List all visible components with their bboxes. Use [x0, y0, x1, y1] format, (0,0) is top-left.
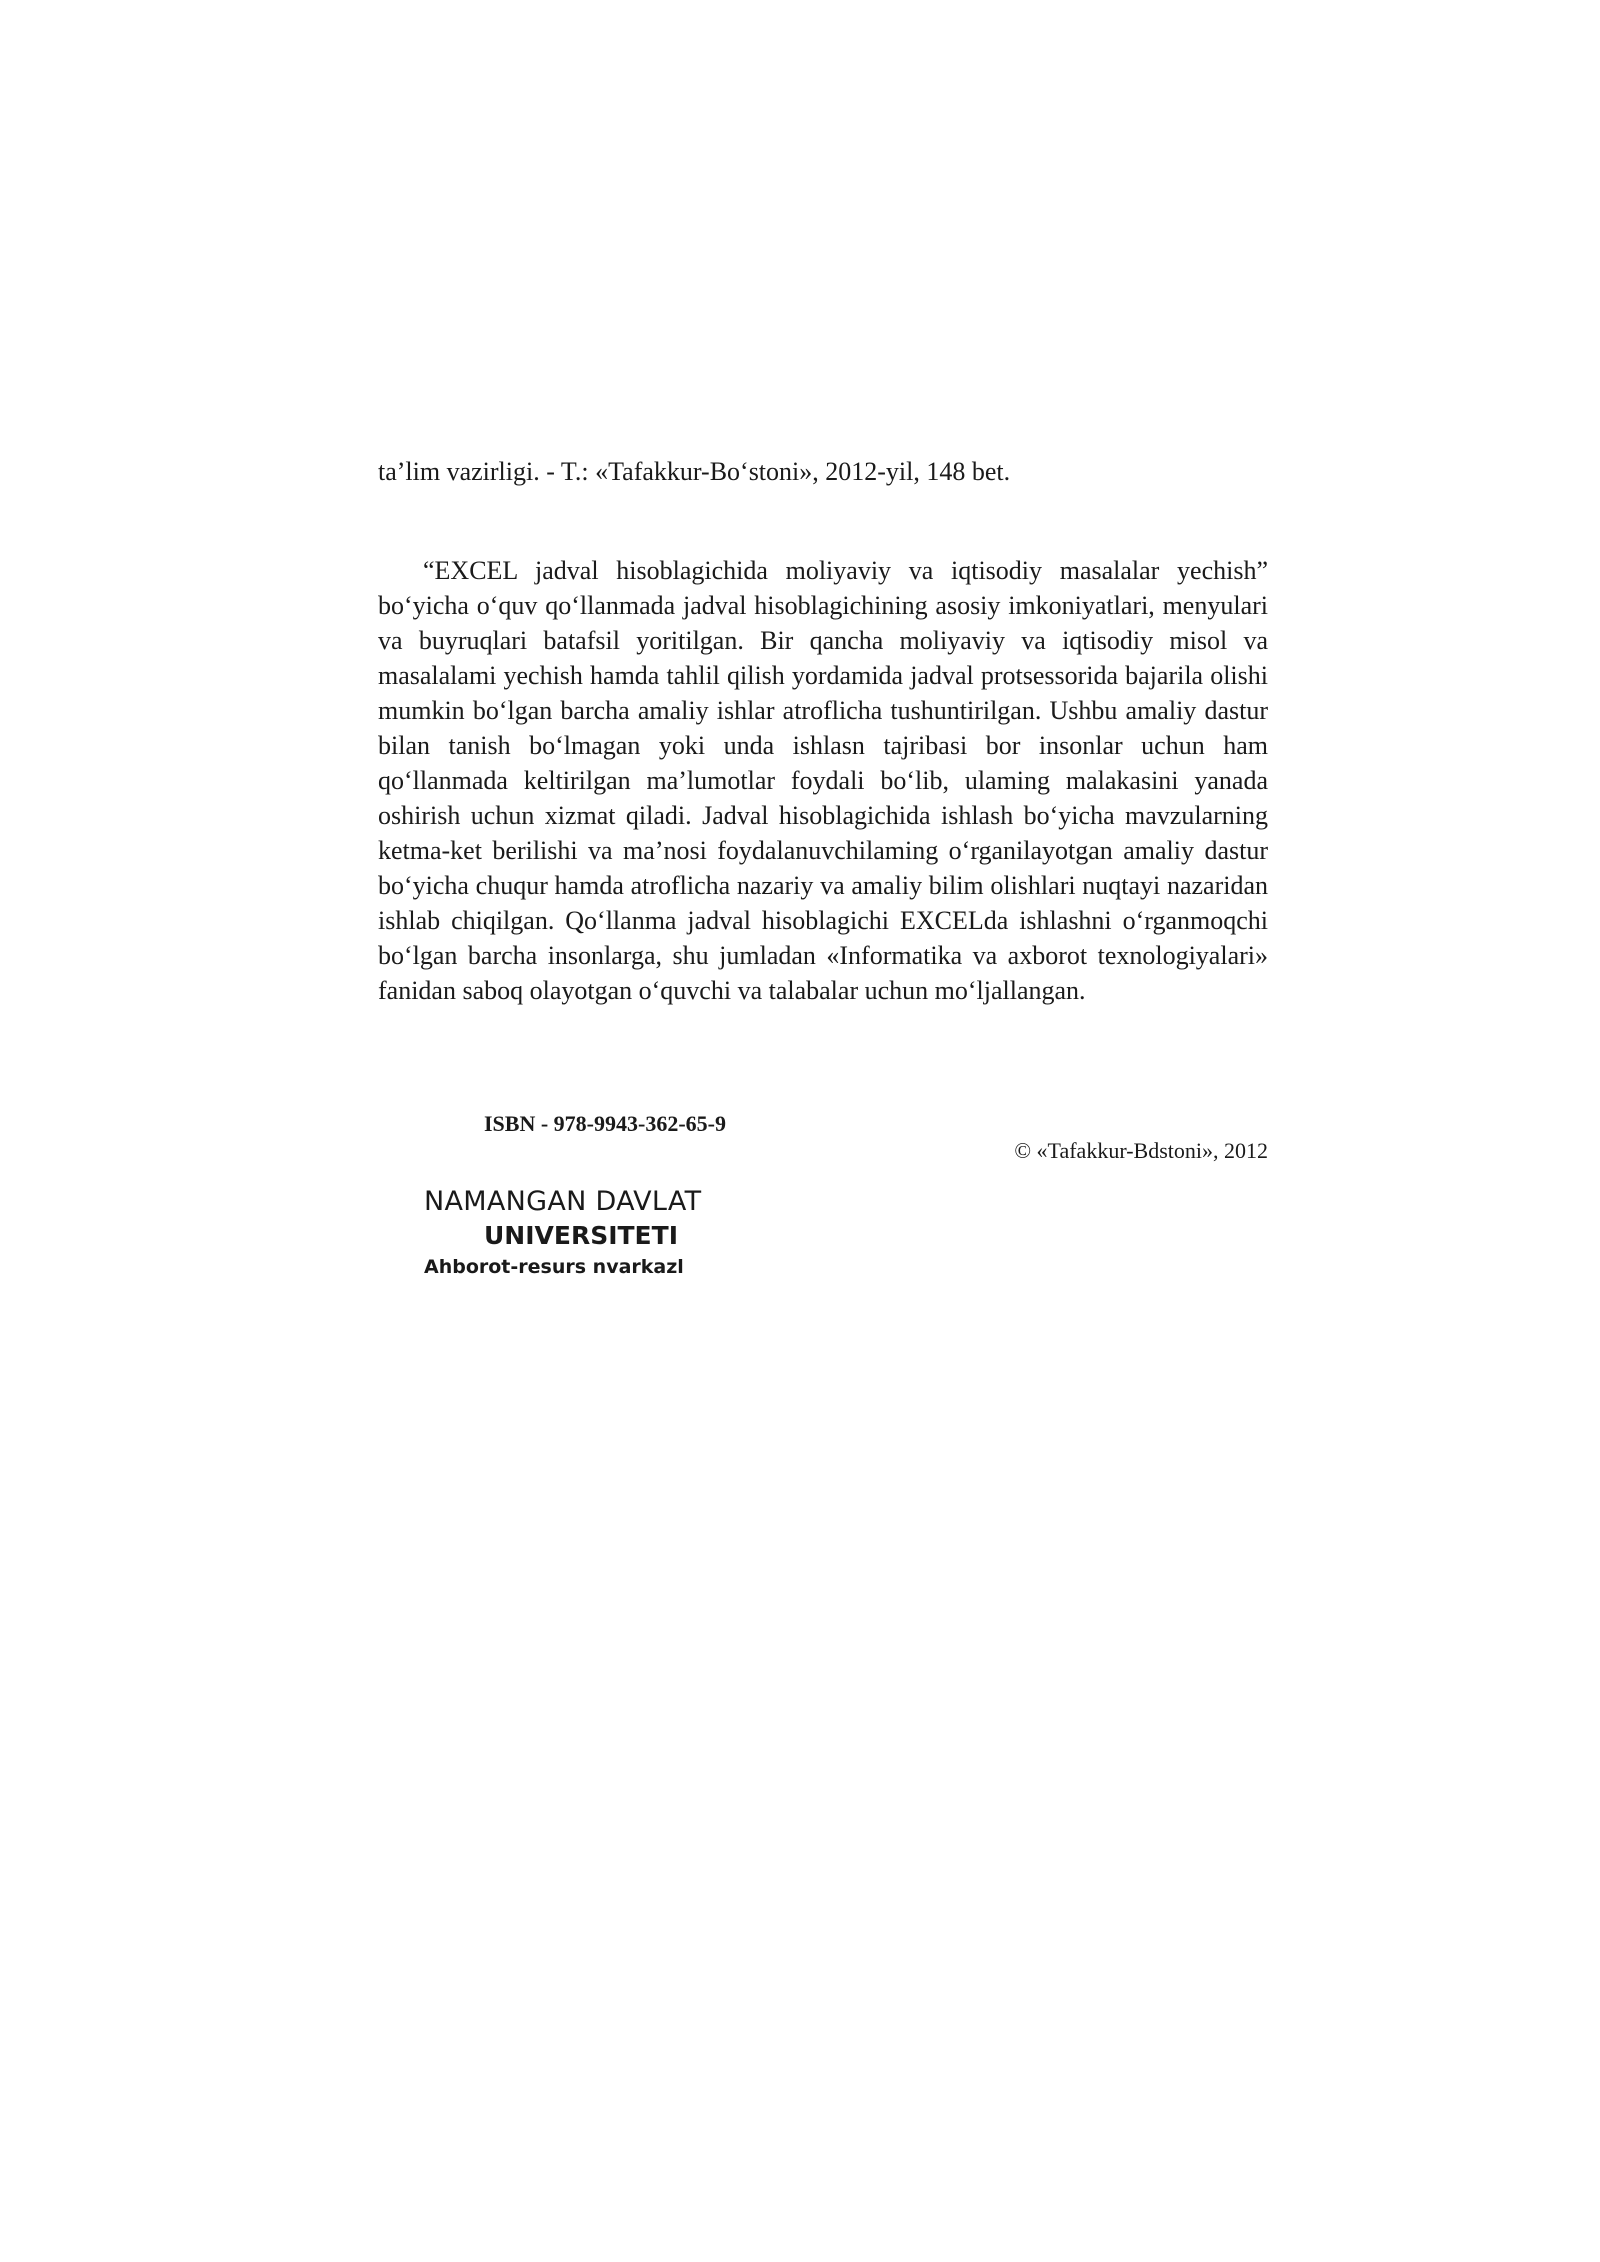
stamp-university-name: NAMANGAN DAVLAT — [424, 1186, 702, 1217]
bibliographic-citation: ta’lim vazirligi. - T.: «Tafakkur-Bo‘stoni», 2012-yil, 148 bet. — [378, 457, 1011, 486]
annotation-paragraph: “EXCEL jadval hisoblagichida moliyaviy va iqtisodiy masalalar yechish” bo‘yicha o‘quv qo‘llanmada jadval hisoblagichining asosiy imkoniyatlari, menyulari va buyruqlari batafsil yoritilgan. Bir qancha moliyaviy va iqtisodiy misol va masalalami yechish hamda tahlil qilish yordamida jadval protsessorida bajarila olishi mumkin bo‘lgan barcha amaliy ishlar atroflicha tushuntirilgan. Ushbu amaliy dastur bilan tanish bo‘lmagan yoki unda ishlasn tajribasi bor insonlar uchun ham qo‘llanmada keltirilgan ma’lumotlar foydali bo‘lib, ulaming malakasini yanada oshirish uchun xizmat qiladi. Jadval hisoblagichida ishlash bo‘yicha mavzularning ketma-ket berilishi va ma’nosi foydalanuvchilaming o‘rganilayotgan amaliy dastur bo‘yicha chuqur hamda atroflicha nazariy va amaliy bilim olishlari nuqtayi nazaridan ishlab chiqilgan. Qo‘llanma jadval hisoblagichi EXCELda ishlashni o‘rganmoqchi bo‘lgan barcha insonlarga, shu jumladan «Informatika va axborot texnologiyalari» fanidan saboq olayotgan o‘quvchi va talabalar uchun mo‘ljallangan. — [378, 556, 1268, 1005]
library-stamp — [424, 1184, 744, 1282]
copyright-notice: © «Tafakkur-Bdstoni», 2012 — [1014, 1138, 1268, 1163]
stamp-resource-center: Ahborot-resurs nvarkazl — [424, 1256, 684, 1278]
isbn-number: ISBN - 978-9943-362-65-9 — [484, 1111, 726, 1136]
stamp-university-word: UNIVERSITETI — [484, 1221, 678, 1250]
